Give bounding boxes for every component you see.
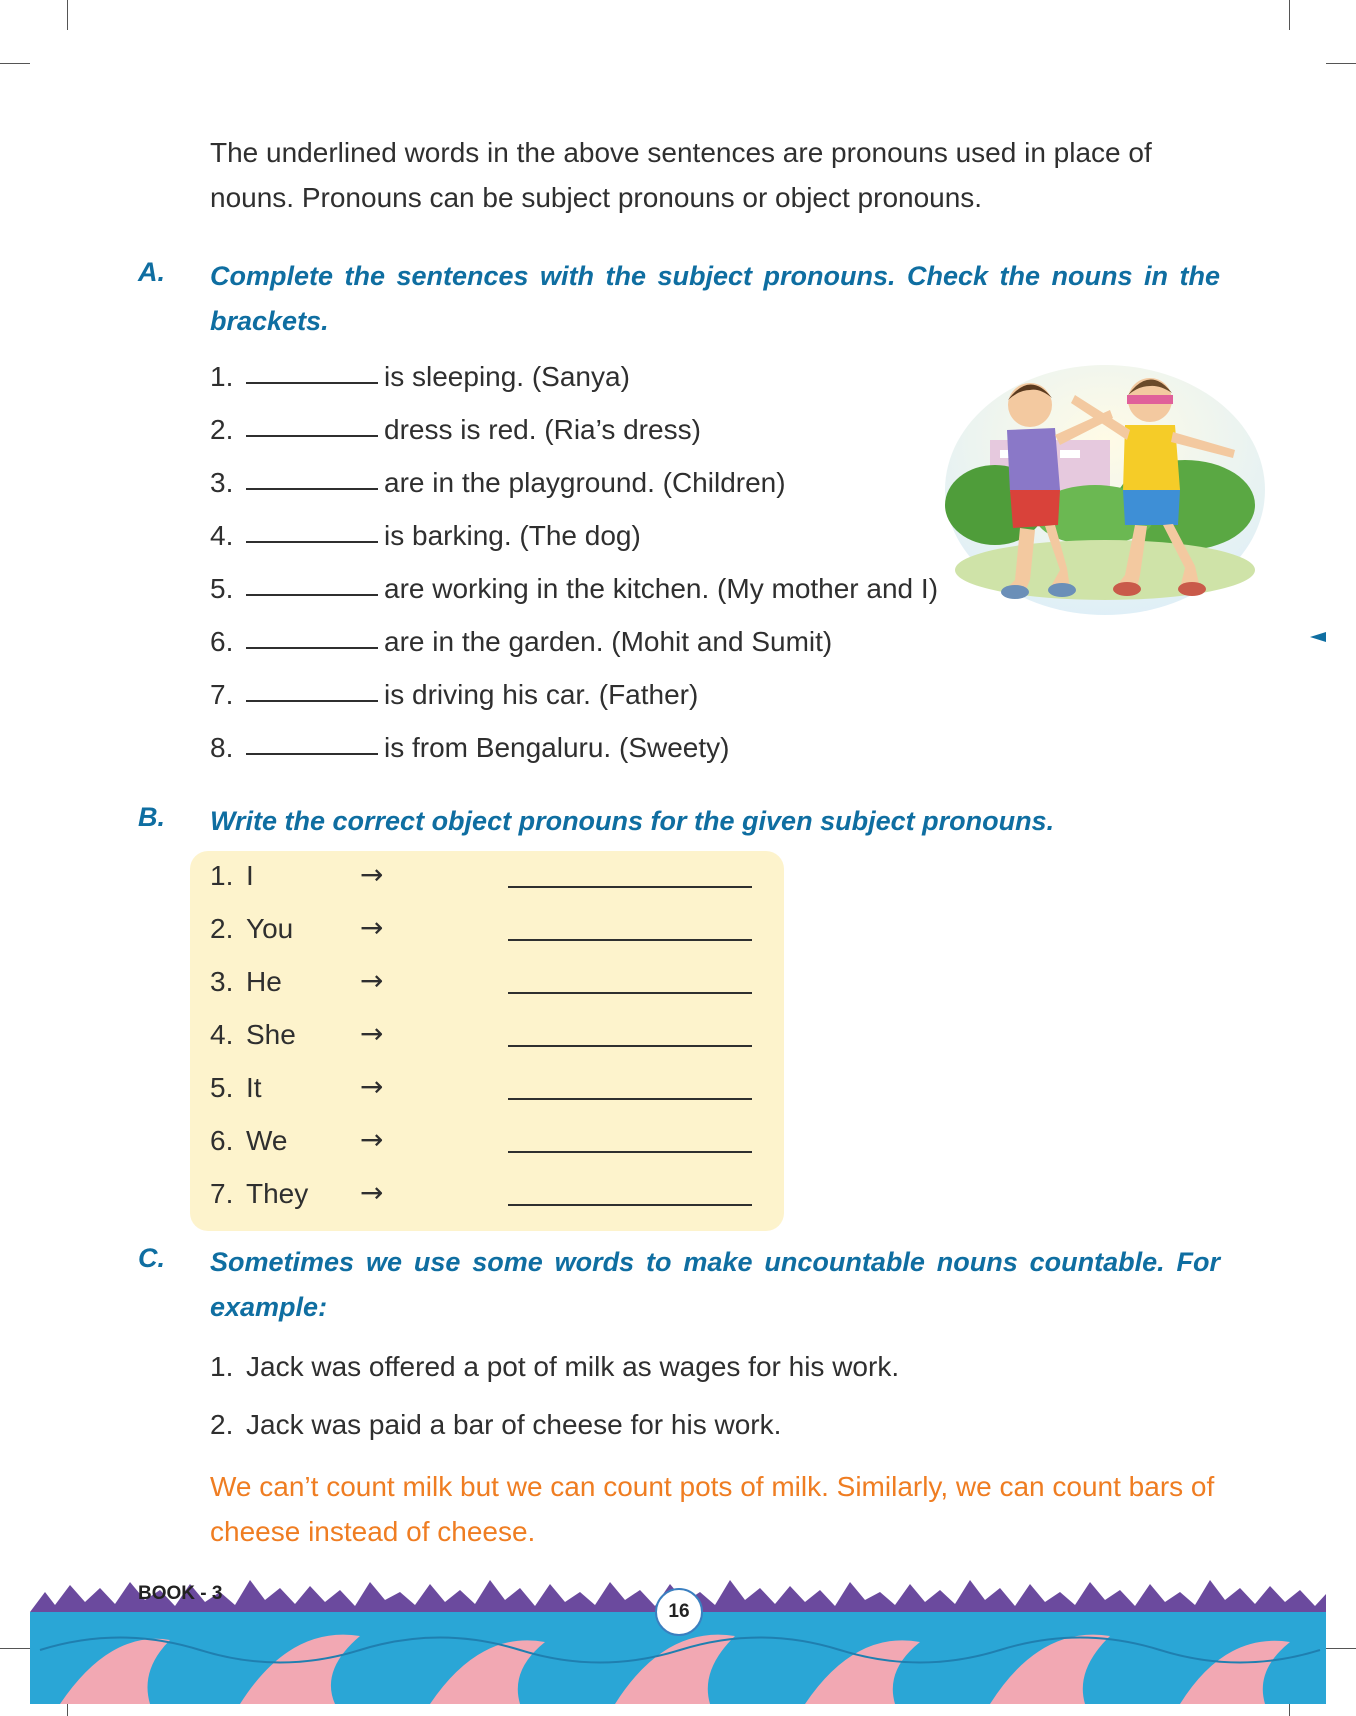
section-c-note: We can’t count milk but we can count pots of milk. Similarly, we can count bars of cheese instead of cheese. [210,1471,1215,1547]
answer-blank[interactable] [246,731,378,755]
item-number: 1. [210,1351,234,1382]
arrow-icon: → [360,964,384,997]
item-text: is driving his car. (Father) [384,678,699,710]
section-b-instruction: Write the correct object pronouns for the given subject pronouns. [210,806,1055,836]
section-a-list [210,350,950,774]
item-number: 4. [210,519,234,551]
item-number: 6. [210,1125,234,1156]
answer-line[interactable] [508,992,752,994]
list-item [210,956,770,1009]
subject-pronoun: It [246,1072,262,1103]
list-item [210,509,950,562]
crop-mark [0,63,30,64]
item-text: is barking. (The dog) [384,519,641,551]
answer-line[interactable] [508,939,752,941]
list-item [210,1115,770,1168]
answer-blank[interactable] [246,519,378,543]
item-text: is sleeping. (Sanya) [384,360,630,392]
list-item [210,456,950,509]
item-number: 7. [210,678,234,710]
list-item [210,1168,770,1221]
answer-line[interactable] [508,1151,752,1153]
item-number: 2. [210,413,234,445]
item-number: 1. [210,360,234,392]
section-c-instruction: Sometimes we use some words to make uncountable nouns countable. For example: [210,1247,1220,1322]
item-number: 5. [210,572,234,604]
item-number: 6. [210,625,234,657]
example-text: Jack was paid a bar of cheese for his work. [246,1409,782,1440]
subject-pronoun: She [246,1019,296,1050]
item-text: are in the playground. (Children) [384,466,786,498]
arrow-icon: → [360,1176,384,1209]
arrow-icon: → [360,1123,384,1156]
item-text: is from Bengaluru. (Sweety) [384,731,730,763]
list-item [210,403,950,456]
list-item [210,668,950,721]
arrow-icon: → [360,1070,384,1103]
intro-paragraph [210,130,1170,220]
answer-blank[interactable] [246,678,378,702]
section-a-letter: A. [138,257,165,287]
list-item [210,615,950,668]
subject-pronoun: I [246,860,254,891]
item-number: 5. [210,1072,234,1103]
list-item [210,1062,770,1115]
answer-blank[interactable] [246,466,378,490]
item-text: are in the garden. (Mohit and Sumit) [384,625,833,657]
section-b-letter: B. [138,802,165,832]
item-number: 3. [210,966,234,997]
example-text: Jack was offered a pot of milk as wages for his work. [246,1351,900,1382]
list-item [210,1396,1110,1454]
arrow-icon: → [360,858,384,891]
intro-line-1: The underlined words in the above sentences are pronouns used in place of [210,137,1152,168]
item-text: dress is red. (Ria’s dress) [384,413,701,445]
crop-mark [1289,0,1290,30]
answer-blank[interactable] [246,625,378,649]
page-number: 16 [655,1588,703,1636]
subject-pronoun: You [246,913,294,944]
crop-mark [67,0,68,30]
section-c-letter: C. [138,1243,165,1273]
item-number: 7. [210,1178,234,1209]
intro-line-2: nouns. Pronouns can be subject pronouns or object pronouns. [210,182,983,213]
answer-blank[interactable] [246,413,378,437]
subject-pronoun: We [246,1125,288,1156]
section-b-list [210,850,770,1221]
answer-line[interactable] [508,1098,752,1100]
list-item [210,1009,770,1062]
section-a-instruction: Complete the sentences with the subject pronouns. Check the nouns in the brackets. [210,261,1220,336]
answer-line[interactable] [508,886,752,888]
arrow-icon: → [360,911,384,944]
subject-pronoun: They [246,1178,309,1209]
list-item [210,903,770,956]
answer-line[interactable] [508,1045,752,1047]
item-number: 4. [210,1019,234,1050]
item-text: are working in the kitchen. (My mother and I) [384,572,939,604]
list-item [210,721,950,774]
crop-mark [1326,63,1356,64]
list-item [210,562,950,615]
section-c-examples [210,1338,1110,1454]
answer-blank[interactable] [246,360,378,384]
book-label: BOOK - 3 [138,1583,223,1604]
children-playing-illustration [935,340,1265,620]
item-number: 2. [210,1409,234,1440]
list-item [210,350,950,403]
item-number: 1. [210,860,234,891]
item-number: 2. [210,913,234,944]
item-number: 8. [210,731,234,763]
answer-line[interactable] [508,1204,752,1206]
list-item [210,1338,1110,1396]
item-number: 3. [210,466,234,498]
subject-pronoun: He [246,966,282,997]
arrow-icon: → [360,1017,384,1050]
registration-mark-icon [1308,630,1328,644]
answer-blank[interactable] [246,572,378,596]
list-item [210,850,770,903]
